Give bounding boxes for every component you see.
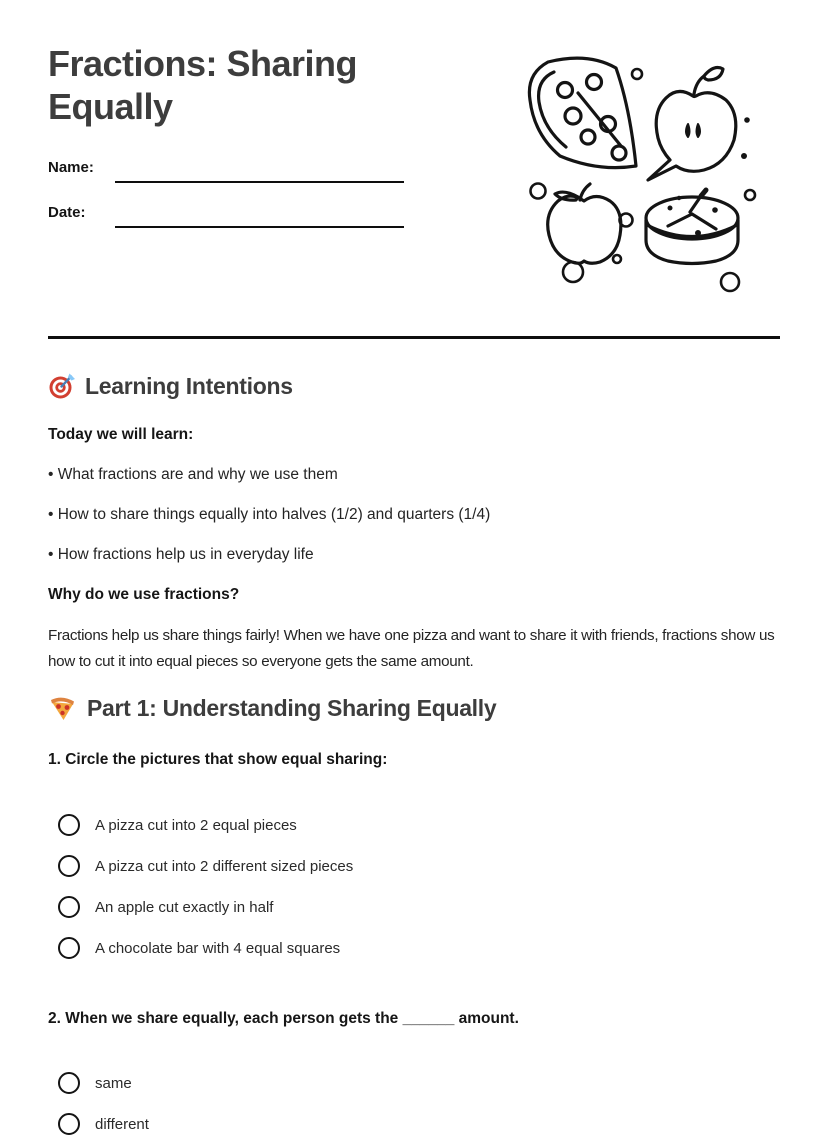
pie-drawing [646, 190, 738, 264]
radio-circle[interactable] [58, 855, 80, 877]
name-input-line[interactable] [115, 181, 404, 183]
option-label: A pizza cut into 2 different sized pieces [95, 857, 354, 875]
option-label: different [95, 1115, 149, 1133]
q2-prompt: 2. When we share equally, each person gets the ______ amount. [48, 1010, 519, 1027]
pizza-icon [48, 693, 78, 723]
q2-option-row [58, 1112, 149, 1136]
learning-intro: Today we will learn: [48, 426, 194, 443]
learning-intentions-heading [48, 372, 293, 400]
radio-circle[interactable] [58, 814, 80, 836]
q1-option-row [58, 895, 273, 919]
page-title: Fractions: Sharing Equally [48, 43, 358, 127]
learning-intentions-title: Learning Intentions [85, 372, 293, 399]
section-divider [48, 336, 780, 339]
q1-option-row [58, 813, 297, 837]
part1-title: Part 1: Understanding Sharing Equally [87, 694, 497, 721]
apple-half-drawing [648, 68, 736, 180]
q1-option-row [58, 936, 340, 960]
bullet-item: • How to share things equally into halves (1/2) and quarters (1/4) [48, 506, 491, 523]
radio-circle[interactable] [58, 896, 80, 918]
why-fractions-heading: Why do we use fractions? [48, 586, 240, 603]
radio-circle[interactable] [58, 937, 80, 959]
option-label: same [95, 1074, 132, 1092]
option-label: An apple cut exactly in half [95, 898, 274, 916]
why-fractions-text: Fractions help us share things fairly! When we have one pizza and want to share it with friends, fractions show us how to cut it into equal pieces so everyone gets the same amount. [48, 627, 775, 670]
q2-option-row [58, 1071, 132, 1095]
option-label: A pizza cut into 2 equal pieces [95, 816, 297, 834]
q1-option-row [58, 854, 353, 878]
option-label: A chocolate bar with 4 equal squares [95, 939, 341, 957]
pizza-slice-drawing [529, 58, 636, 167]
bullet-item: • How fractions help us in everyday life [48, 546, 314, 563]
radio-circle[interactable] [58, 1072, 80, 1094]
part1-heading [48, 693, 496, 723]
bullet-item: • What fractions are and why we use them [48, 466, 338, 483]
date-input-line[interactable] [115, 226, 404, 228]
target-dart-icon [48, 372, 76, 400]
date-label: Date: [48, 204, 86, 221]
whole-apple-drawing [548, 184, 621, 263]
radio-circle[interactable] [58, 1113, 80, 1135]
q1-prompt: 1. Circle the pictures that show equal sharing: [48, 751, 388, 768]
name-label: Name: [48, 159, 94, 176]
food-doodle-illustration [518, 48, 762, 300]
